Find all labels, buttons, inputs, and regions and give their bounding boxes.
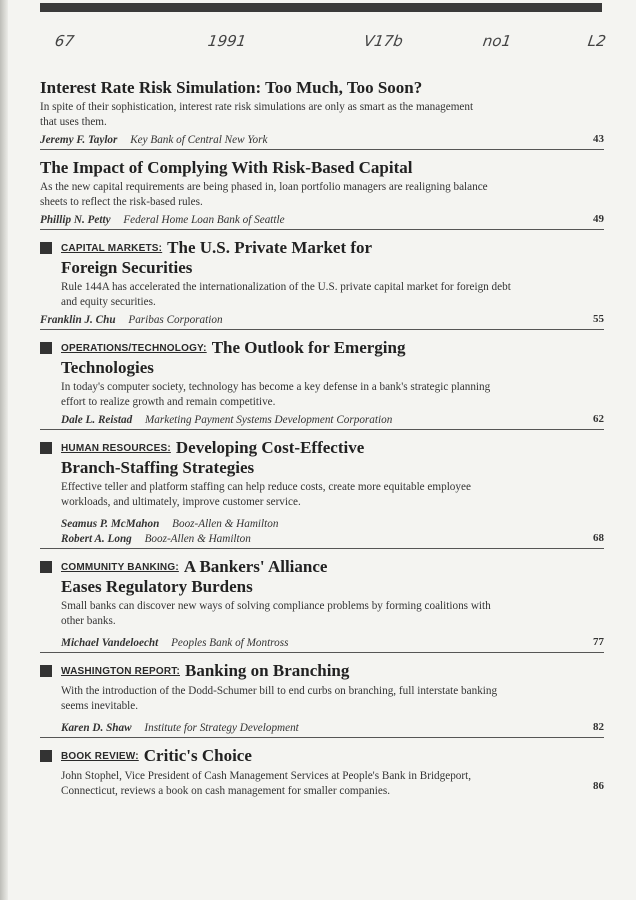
author-affiliation: Peoples Bank of Montross <box>171 637 289 649</box>
article-description: Rule 144A has accelerated the internationalization of the U.S. private capital market for foreign debt and equity securities. <box>61 281 511 308</box>
article-title[interactable] <box>40 238 604 258</box>
article-title-line-1[interactable]: The U.S. Private Market for <box>167 238 373 257</box>
section-label: OPERATIONS/TECHNOLOGY: <box>61 343 207 354</box>
author-affiliation: Key Bank of Central New York <box>130 134 268 146</box>
bullet-square-icon <box>40 442 52 454</box>
page-number[interactable]: 43 <box>593 133 604 145</box>
author-affiliation: Marketing Payment Systems Development Corporation <box>144 414 393 426</box>
author-affiliation: Booz-Allen & Hamilton <box>172 518 279 530</box>
article-description: In spite of their sophistication, interest rate risk simulations are only as smart as the management that uses them. <box>40 101 474 128</box>
article-title[interactable] <box>40 661 604 681</box>
section-label: COMMUNITY BANKING: <box>61 562 179 573</box>
article-title[interactable]: The Impact of Complying With Risk-Based Capital <box>40 158 413 177</box>
article-title[interactable] <box>40 438 604 458</box>
header-bar <box>40 3 602 12</box>
table-of-contents <box>40 78 604 798</box>
article-description: Small banks can discover new ways of solving compliance problems by forming coalitions with other banks. <box>61 600 491 627</box>
author-name: Seamus P. McMahon <box>61 518 160 530</box>
toc-entry[interactable] <box>40 746 604 798</box>
article-description: With the introduction of the Dodd-Schumer bill to end curbs on branching, full interstate banking seems inevitable. <box>61 685 498 712</box>
byline <box>40 517 604 532</box>
author-name: Michael Vandeloecht <box>61 637 159 649</box>
page-number[interactable]: 86 <box>593 780 604 792</box>
bullet-square-icon <box>40 665 52 677</box>
byline <box>40 636 604 651</box>
handwritten-note-1: 67 <box>53 32 76 50</box>
page-number[interactable]: 49 <box>593 213 604 225</box>
section-label: HUMAN RESOURCES: <box>61 443 171 454</box>
author-affiliation: Institute for Strategy Development <box>144 722 299 734</box>
page-number[interactable]: 55 <box>593 313 604 325</box>
handwritten-note-4: no1 <box>481 32 513 50</box>
article-description: John Stophel, Vice President of Cash Management Services at People's Bank in Bridgeport, Connecticut, reviews a book on cash management for smaller companies. <box>61 770 472 797</box>
section-label: BOOK REVIEW: <box>61 751 139 762</box>
article-title-line-2[interactable]: Technologies <box>61 358 154 377</box>
author-affiliation: Booz-Allen & Hamilton <box>144 533 251 545</box>
byline <box>40 532 604 547</box>
bullet-square-icon <box>40 561 52 573</box>
article-title[interactable] <box>40 557 604 577</box>
toc-entry[interactable] <box>40 338 604 430</box>
author-affiliation: Federal Home Loan Bank of Seattle <box>123 214 285 226</box>
page-number[interactable]: 82 <box>593 721 604 733</box>
article-title-line-1[interactable]: The Outlook for Emerging <box>211 338 406 357</box>
article-title[interactable] <box>40 746 604 766</box>
article-title-line-1[interactable]: Banking on Branching <box>184 661 350 680</box>
author-name: Robert A. Long <box>61 533 132 545</box>
toc-entry[interactable] <box>40 557 604 653</box>
article-title-line-1[interactable]: Critic's Choice <box>143 746 252 765</box>
toc-entry[interactable] <box>40 661 604 738</box>
page-number[interactable]: 77 <box>593 636 604 648</box>
author-name: Jeremy F. Taylor <box>40 134 118 146</box>
article-description: Effective teller and platform staffing can help reduce costs, create more equitable employee workloads, and ultimately, improve customer service. <box>61 481 471 508</box>
divider <box>40 548 604 549</box>
divider <box>40 329 604 330</box>
section-label: CAPITAL MARKETS: <box>61 243 163 254</box>
page-number[interactable]: 62 <box>593 413 604 425</box>
toc-entry[interactable] <box>40 158 604 230</box>
article-title[interactable] <box>40 338 604 358</box>
divider <box>40 737 604 738</box>
author-name: Franklin J. Chu <box>40 314 116 326</box>
divider <box>40 429 604 430</box>
article-description: In today's computer society, technology has become a key defense in a bank's strategic planning effort to realize growth and remain competitive. <box>61 381 491 408</box>
article-title-line-2[interactable]: Eases Regulatory Burdens <box>61 577 253 596</box>
toc-entry[interactable] <box>40 438 604 549</box>
page-edge <box>0 0 8 900</box>
article-title-line-2[interactable]: Branch-Staffing Strategies <box>61 458 255 477</box>
bullet-square-icon <box>40 342 52 354</box>
page-number[interactable]: 68 <box>593 532 604 544</box>
toc-entry[interactable] <box>40 238 604 330</box>
handwritten-note-5: L2 <box>586 32 608 50</box>
article-title-line-1[interactable]: Developing Cost-Effective <box>175 438 365 457</box>
byline <box>40 721 604 736</box>
byline <box>40 313 604 328</box>
article-title[interactable]: Interest Rate Risk Simulation: Too Much, Too Soon? <box>40 78 423 97</box>
divider <box>40 652 604 653</box>
article-title-line-2[interactable]: Foreign Securities <box>61 258 193 277</box>
author-name: Karen D. Shaw <box>61 722 132 734</box>
handwritten-note-3: V17b <box>362 32 405 50</box>
bullet-square-icon <box>40 242 52 254</box>
author-name: Dale L. Reistad <box>61 414 133 426</box>
byline <box>40 413 604 428</box>
article-title-line-1[interactable]: A Bankers' Alliance <box>183 557 328 576</box>
byline <box>40 213 604 228</box>
byline <box>40 133 604 148</box>
handwritten-note-2: 1991 <box>206 32 248 50</box>
section-label: WASHINGTON REPORT: <box>61 666 180 677</box>
toc-entry[interactable] <box>40 78 604 150</box>
bullet-square-icon <box>40 750 52 762</box>
divider <box>40 229 604 230</box>
author-affiliation: Paribas Corporation <box>128 314 223 326</box>
author-name: Phillip N. Petty <box>40 214 111 226</box>
divider <box>40 149 604 150</box>
article-description: As the new capital requirements are being phased in, loan portfolio managers are realigning balance sheets to reflect the risk-based rules. <box>40 181 488 208</box>
